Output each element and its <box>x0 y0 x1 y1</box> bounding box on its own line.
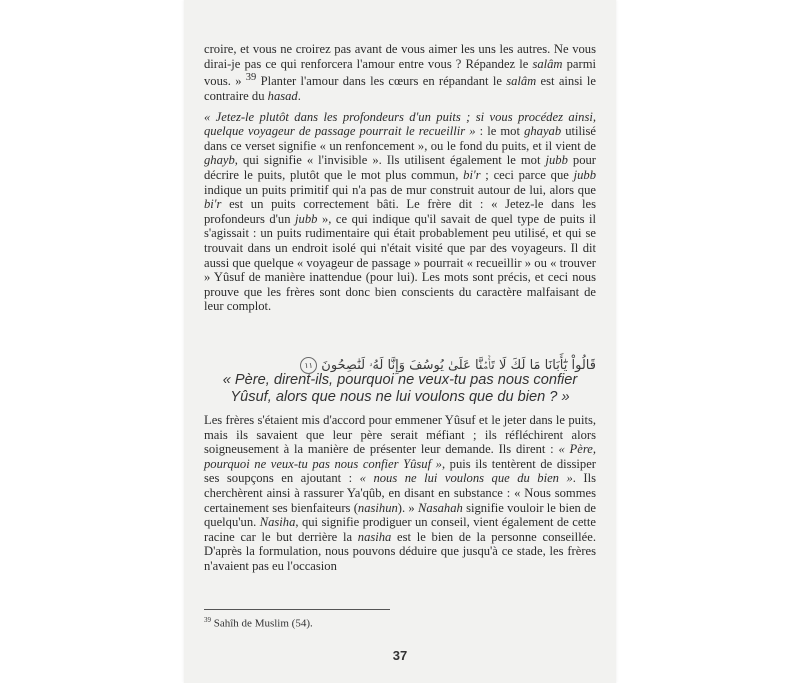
text: , qui signifie « l'invisible ». Ils utilisent également le mot <box>234 153 546 168</box>
quote: « nous ne lui voulons que du bien » <box>359 471 573 486</box>
ayah-number-badge: ١١ <box>300 357 317 374</box>
term-ghayb: ghayb <box>204 153 235 168</box>
footnote <box>204 616 313 630</box>
verse-quote: « Jetez-le plutôt dans les profondeurs d'un puits ; si vous procédez ainsi, quelque voyageur de passage pourrait le recueillir » <box>204 109 596 139</box>
text: . Ils cherchèrent ainsi à rassurer Ya'qûb, en disant en substance : « Nous sommes certainement ses bienfaiteurs ( <box>204 471 596 515</box>
footnote-text: Sahîh de Muslim (54). <box>211 617 313 630</box>
paragraph-2 <box>204 110 596 314</box>
body-text-lower <box>204 413 596 580</box>
text: ; ceci parce que <box>480 167 574 182</box>
footnote-number: 39 <box>204 616 211 624</box>
text: . <box>297 88 301 103</box>
term-nasiha: nasiha <box>357 529 392 544</box>
paragraph-1 <box>204 42 596 104</box>
text: utilisé dans ce verset signifie « un renfoncement », ou le fond du puits, et il vient de <box>204 124 597 153</box>
body-text-upper <box>204 42 596 320</box>
term-jubb: jubb <box>573 167 597 182</box>
term-bir: bi'r <box>463 167 481 182</box>
text: : le mot <box>475 124 525 139</box>
term-ghayab: ghayab <box>524 124 562 139</box>
text: est un puits correctement bâti. Le frère dit : « Jetez-le dans les profondeurs d'un <box>204 197 596 226</box>
text: », ce qui indique qu'il savait de quel type de puits il s'agissait : un puits rudimentaire qui était probablement peu utilisé, et qui se trouvait dans un endroit isolé qui n'était visité que par des voyageurs. Il dit aussi que quelque « voyageur de passage » pourrait « recueillir » ou « trouver » Yûsuf de manière inattendue (pour lui). Les mots sont précis, et ceci nous prouve que les frères sont donc bien conscients du caractère malfaisant de leur complot. <box>204 211 596 314</box>
text: pour décrire le puits, plutôt que le mot plus commun, <box>204 153 596 182</box>
text: indique un puits primitif qui n'a pas de mur construit autour de lui, alors que <box>204 182 596 197</box>
term-salam: salâm <box>532 56 563 71</box>
paragraph-3 <box>204 413 596 574</box>
term-nasihun: nasihun <box>357 500 398 515</box>
verse-translation: « Père, dirent-ils, pourquoi ne veux-tu pas nous confier Yûsuf, alors que nous ne lui voulons que du bien ? » <box>222 372 578 405</box>
text: , qui signifie prodiguer un conseil, vient également de cette racine car le but derrière la <box>204 515 597 544</box>
term-hasad: hasad <box>267 88 298 103</box>
text: Planter l'amour dans les cœurs en répandant le <box>256 74 507 89</box>
text: est le bien de la personne conseillée. D'après la formulation, nous pouvons déduire que jusqu'à ce stade, les frères n'avaient pas eu l'occasion <box>204 529 596 573</box>
page-number: 37 <box>392 648 408 663</box>
text: ). » <box>397 500 418 515</box>
footnote-divider <box>204 609 390 610</box>
term-jubb: jubb <box>545 153 568 168</box>
footnote-reference: 39 <box>245 72 257 84</box>
text: Les frères s'étaient mis d'accord pour emmener Yûsuf et le jeter dans le puits, mais ils savaient que leur père serait méfiant ; ils réfléchirent alors soigneusement à la manière de présenter leur demande. Ils dirent : <box>204 413 596 457</box>
book-page <box>184 0 616 683</box>
term-bir: bi'r <box>204 197 222 212</box>
term-nasahah: Nasahah <box>418 500 463 515</box>
arabic-verse-text: قَالُواْ يَٰٓأَبَانَا مَا لَكَ لَا تَأۡمَ۬نَّا عَلَىٰ يُوسُفَ وَإِنَّا لَهُۥ لَنَٰصِحُونَ <box>321 358 596 373</box>
quote: « Père, pourquoi ne veux-tu pas nous confier Yûsuf » <box>204 442 596 471</box>
text: , puis ils tentèrent de dissiper ses soupçons en ajoutant : <box>204 456 596 486</box>
text: parmi vous. » <box>204 56 597 89</box>
text: croire, et vous ne croirez pas avant de vous aimer les uns les autres. Ne vous dirai-je pas ce qui renforcera l'amour entre vous ? Répandez le <box>204 42 596 71</box>
text: est ainsi le contraire du <box>204 74 596 103</box>
term-nasiha: Nasiha <box>259 515 296 530</box>
term-jubb: jubb <box>295 211 318 226</box>
text: signifie vouloir le bien de quelqu'un. <box>204 500 596 530</box>
term-salam: salâm <box>506 74 537 89</box>
